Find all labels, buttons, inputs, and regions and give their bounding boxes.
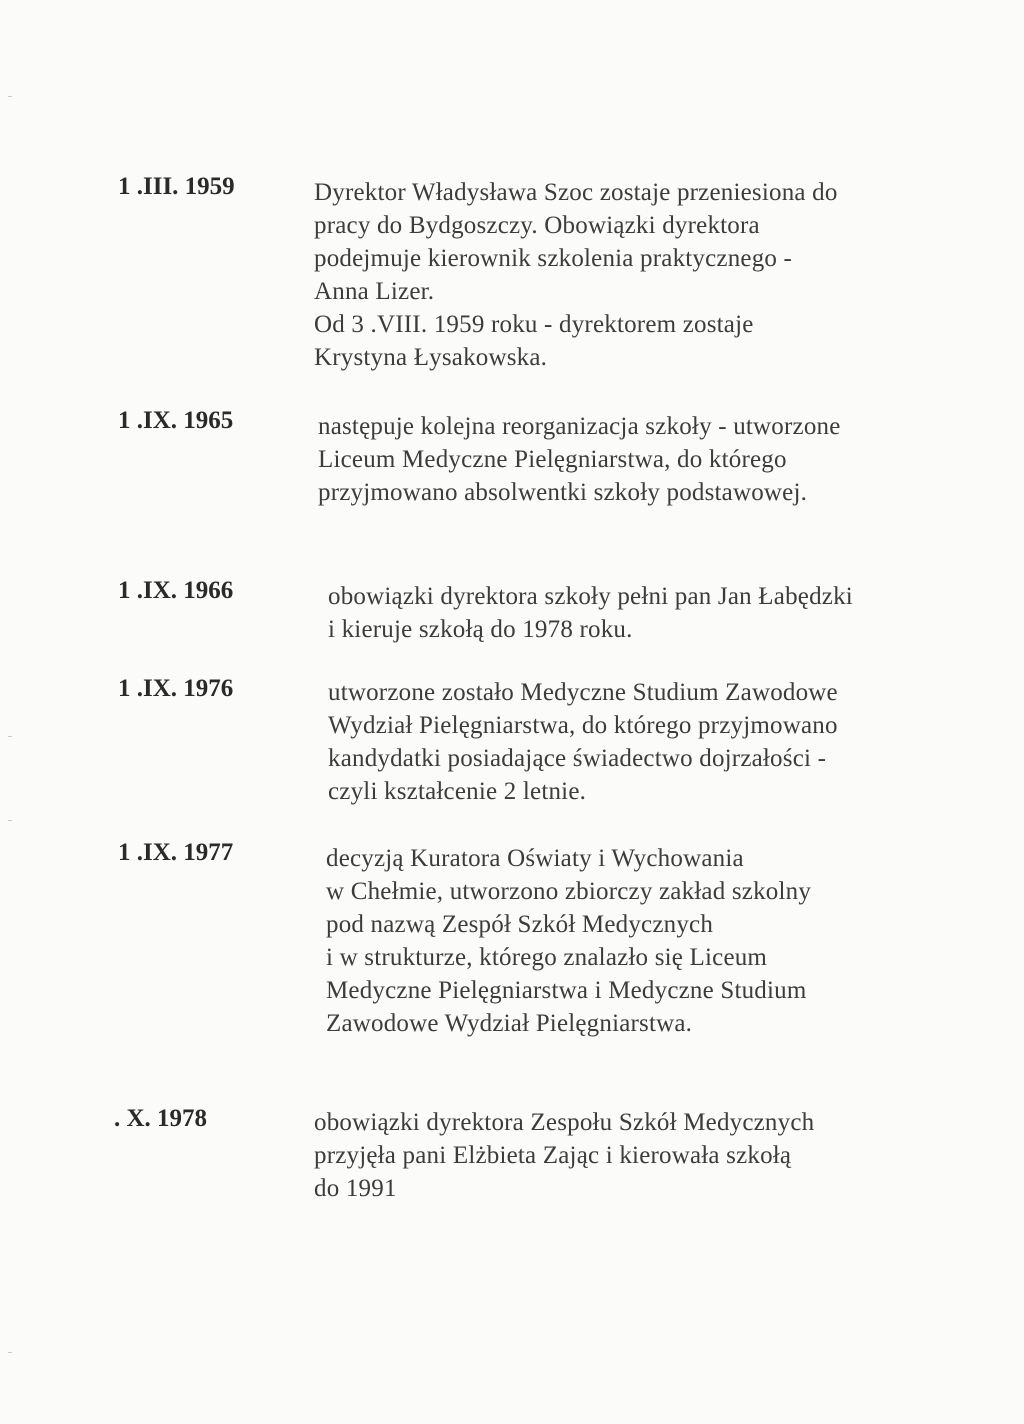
text-line: obowiązki dyrektora szkoły pełni pan Jan Łabędzki xyxy=(328,583,853,610)
text-line: podejmuje kierownik szkolenia praktycznego - xyxy=(314,245,793,272)
text-line: i w strukturze, którego znalazło się Liceum xyxy=(326,944,768,971)
text-line: pod nazwą Zespół Szkół Medycznych xyxy=(326,911,714,938)
entry-text xyxy=(318,410,841,509)
text-line: Krystyna Łysakowska. xyxy=(314,344,548,371)
text-line: obowiązki dyrektora Zespołu Szkół Medycznych xyxy=(314,1109,815,1136)
text-line: do 1991 xyxy=(314,1175,397,1202)
text-line: pracy do Bydgoszczy. Obowiązki dyrektora xyxy=(314,212,760,239)
text-line: przyjmowano absolwentki szkoły podstawowej. xyxy=(318,479,808,506)
text-line: Wydział Pielęgniarstwa, do którego przyjmowano xyxy=(328,712,838,739)
text-line: Anna Lizer. xyxy=(314,278,435,305)
entry-date: 1 .IX. 1976 xyxy=(118,675,234,702)
text-line: utworzone zostało Medyczne Studium Zawodowe xyxy=(328,679,838,706)
entry-date: 1 .III. 1959 xyxy=(118,173,235,200)
scan-speck xyxy=(8,736,12,737)
entry-text xyxy=(314,176,838,374)
entry-date: . X. 1978 xyxy=(114,1105,208,1132)
entry-text xyxy=(326,842,811,1040)
entry-date: 1 .IX. 1966 xyxy=(118,577,234,604)
entry-date: 1 .IX. 1977 xyxy=(118,839,234,866)
scan-speck xyxy=(8,820,12,821)
text-line: decyzją Kuratora Oświaty i Wychowania xyxy=(326,845,744,872)
text-line: Dyrektor Władysława Szoc zostaje przeniesiona do xyxy=(314,179,838,206)
text-line: przyjęła pani Elżbieta Zając i kierowała szkołą xyxy=(314,1142,792,1169)
text-line: czyli kształcenie 2 letnie. xyxy=(328,778,587,805)
text-line: Od 3 .VIII. 1959 roku - dyrektorem zostaje xyxy=(314,311,754,338)
text-line: i kieruje szkołą do 1978 roku. xyxy=(328,616,633,643)
text-line: kandydatki posiadające świadectwo dojrzałości - xyxy=(328,745,827,772)
entry-text xyxy=(328,676,838,808)
entry-date: 1 .IX. 1965 xyxy=(118,407,234,434)
entry-text xyxy=(314,1106,814,1205)
text-line: Medyczne Pielęgniarstwa i Medyczne Studium xyxy=(326,977,807,1004)
entry-text xyxy=(328,580,853,646)
text-line: Liceum Medyczne Pielęgniarstwa, do którego xyxy=(318,446,787,473)
scan-speck xyxy=(8,96,12,97)
scan-speck xyxy=(8,1352,12,1353)
text-line: w Chełmie, utworzono zbiorczy zakład szkolny xyxy=(326,878,812,905)
text-line: Zawodowe Wydział Pielęgniarstwa. xyxy=(326,1010,693,1037)
text-line: następuje kolejna reorganizacja szkoły - utworzone xyxy=(318,413,841,440)
